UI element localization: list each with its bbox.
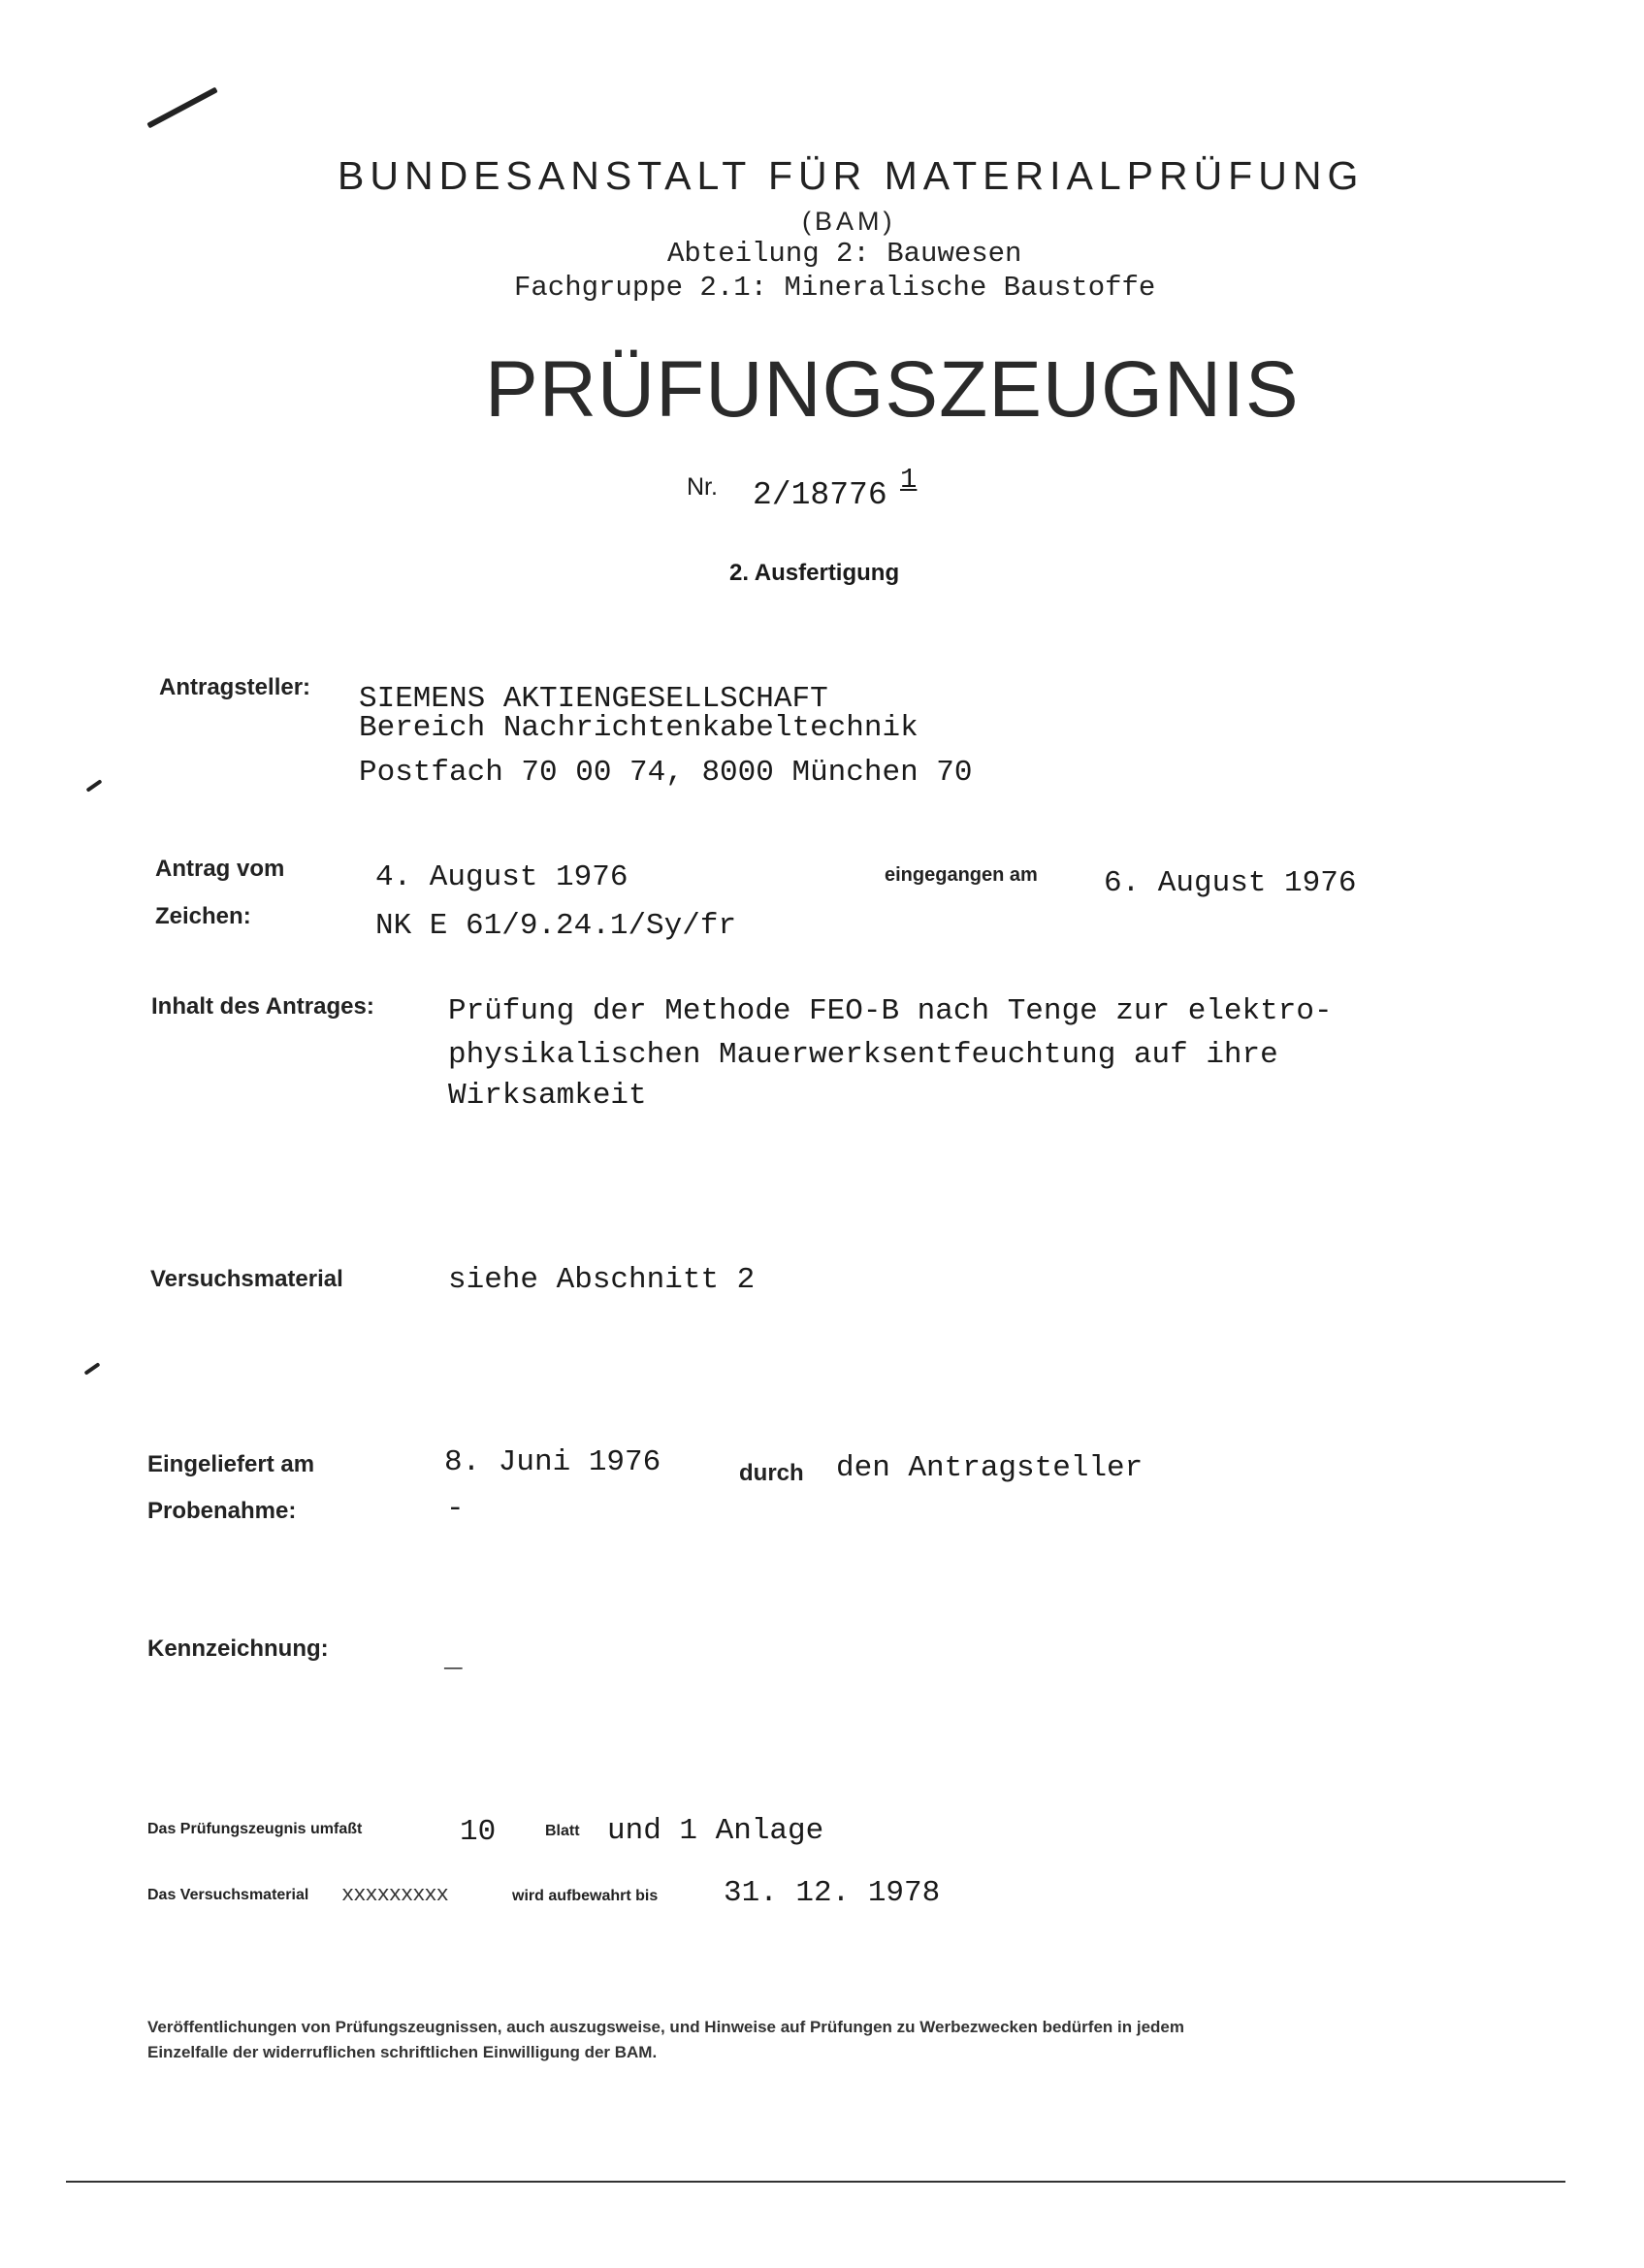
number-label: Nr.: [687, 473, 718, 501]
applicant-line: SIEMENS AKTIENGESELLSCHAFT: [359, 682, 828, 716]
marking-value: _: [444, 1641, 463, 1675]
footer-notice-line: Einzelfalle der widerruflichen schriftlichen Einwilligung der BAM.: [147, 2043, 658, 2061]
organization-name: BUNDESANSTALT FÜR MATERIALPRÜFUNG: [338, 153, 1365, 198]
delivery-label: Eingeliefert am: [147, 1451, 315, 1477]
struck-out-text: xxxxxxxxx: [341, 1883, 448, 1907]
content-label: Inhalt des Antrages:: [151, 993, 374, 1020]
delivered-by-value: den Antragsteller: [836, 1451, 1144, 1485]
specialist-group: Fachgruppe 2.1: Mineralische Baustoffe: [514, 272, 1156, 304]
copy-note: 2. Ausfertigung: [729, 560, 900, 586]
delivery-date: 8. Juni 1976: [444, 1445, 661, 1479]
kept-until-date: 31. 12. 1978: [724, 1876, 941, 1910]
bottom-rule: [66, 2181, 1565, 2183]
applicant-line: Postfach 70 00 74, 8000 München 70: [359, 756, 973, 790]
material-value: siehe Abschnitt 2: [448, 1263, 756, 1297]
received-label: eingegangen am: [885, 864, 1038, 886]
application-date: 4. August 1976: [375, 860, 629, 894]
received-date: 6. August 1976: [1104, 866, 1357, 900]
content-line: physikalischen Mauerwerksentfeuchtung auf ihre: [448, 1038, 1278, 1072]
delivered-by-label: durch: [739, 1460, 804, 1486]
application-date-label: Antrag vom: [155, 856, 285, 882]
footer-notice-line: Veröffentlichungen von Prüfungszeugnissen, auch auszugsweise, und Hinweise auf Prüfungen zu Werbezwecken bedürfen in jedem: [147, 2018, 1184, 2036]
storage-label: Das Versuchsmaterial: [147, 1887, 309, 1903]
scope-rest: und 1 Anlage: [607, 1814, 824, 1848]
sheet-unit-label: Blatt: [545, 1823, 580, 1839]
applicant-label: Antragsteller:: [159, 674, 311, 700]
kept-until-label: wird aufbewahrt bis: [512, 1888, 659, 1904]
pen-mark: [146, 87, 217, 129]
reference-label: Zeichen:: [155, 903, 251, 929]
content-line: Wirksamkeit: [448, 1079, 647, 1113]
marking-label: Kennzeichnung:: [147, 1636, 329, 1662]
applicant-line: Bereich Nachrichtenkabeltechnik: [359, 711, 919, 745]
sheet-count: 10: [460, 1815, 497, 1849]
document-title: PRÜFUNGSZEUGNIS: [485, 345, 1300, 434]
material-label: Versuchsmaterial: [150, 1266, 343, 1292]
organization-abbreviation: (BAM): [802, 207, 896, 236]
pen-tick-mark: [83, 1362, 100, 1376]
reference-code: NK E 61/9.24.1/Sy/fr: [375, 909, 737, 943]
sampling-value: -: [446, 1492, 465, 1526]
scope-label: Das Prüfungszeugnis umfaßt: [147, 1821, 363, 1837]
certificate-number-superscript: 1: [900, 464, 918, 496]
pen-tick-mark: [85, 779, 102, 793]
content-line: Prüfung der Methode FEO-B nach Tenge zur elektro-: [448, 994, 1333, 1028]
certificate-number: 2/18776: [753, 477, 887, 513]
department: Abteilung 2: Bauwesen: [667, 238, 1022, 270]
sampling-label: Probenahme:: [147, 1498, 297, 1524]
